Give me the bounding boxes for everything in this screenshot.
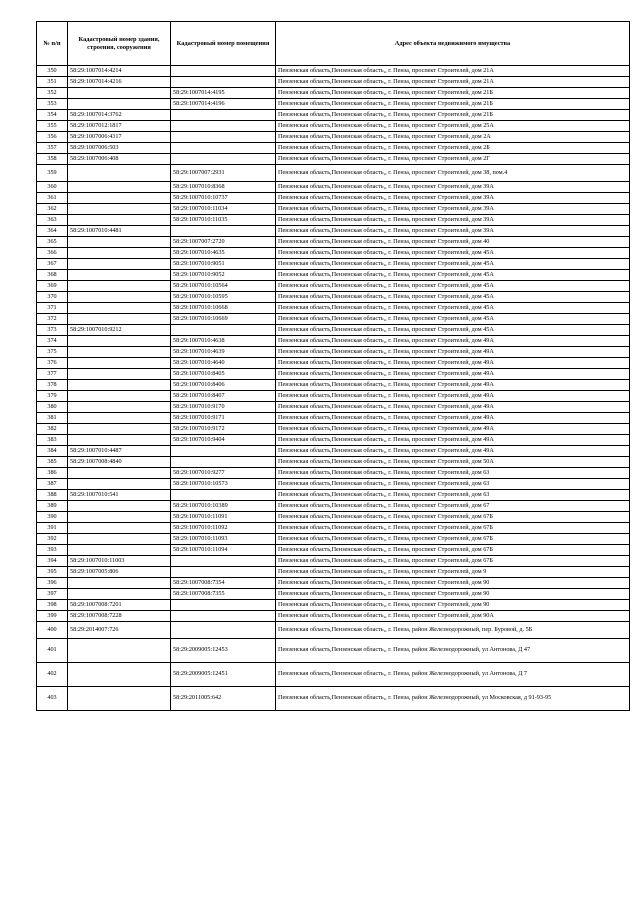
cell-building-cadastral: 58:29:1007010:11003 [68,556,171,567]
table-row [37,468,630,479]
cell-premises-cadastral [171,66,276,77]
table-row [37,99,630,110]
cell-address: Пензенская область,Пензенская область,, г. Пенза, проспект Строителей, дом 63 [276,490,630,501]
cell-number: 403 [37,687,68,711]
table-row [37,303,630,314]
cell-premises-cadastral: 58:29:1007014:4196 [171,99,276,110]
cell-building-cadastral [68,391,171,402]
cell-premises-cadastral: 58:29:1007010:8368 [171,182,276,193]
cell-number: 376 [37,358,68,369]
table-header-row [37,22,630,66]
table-row [37,121,630,132]
cell-address: Пензенская область,Пензенская область,, г. Пенза, проспект Строителей, дом 90 [276,578,630,589]
cell-address: Пензенская область,Пензенская область,, г. Пенза, проспект Строителей, дом 21Б [276,99,630,110]
cell-number: 363 [37,215,68,226]
table-row [37,687,630,711]
cell-premises-cadastral: 58:29:1007010:10564 [171,281,276,292]
cell-number: 361 [37,193,68,204]
table-row [37,369,630,380]
table-row [37,424,630,435]
cell-premises-cadastral: 58:29:2011005:642 [171,687,276,711]
cell-number: 367 [37,259,68,270]
cell-address: Пензенская область,Пензенская область,, г. Пенза, проспект Строителей, дом 49А [276,391,630,402]
table-row [37,165,630,182]
cell-number: 393 [37,545,68,556]
cell-building-cadastral [68,687,171,711]
cell-building-cadastral: 58:29:1007010:541 [68,490,171,501]
cell-number: 385 [37,457,68,468]
header-number: № п/п [37,22,68,66]
header-address: Адрес объекта недвижимого имущества [276,22,630,66]
table-row [37,336,630,347]
cell-address: Пензенская область,Пензенская область,, г. Пенза, проспект Строителей, дом 90А [276,611,630,622]
cell-address: Пензенская область,Пензенская область,, г. Пенза, проспект Строителей, дом 67 [276,501,630,512]
cell-building-cadastral: 58:29:1007008:4840 [68,457,171,468]
cell-address: Пензенская область,Пензенская область,, г. Пенза, проспект Строителей, дом 45А [276,325,630,336]
cell-building-cadastral [68,424,171,435]
table-row [37,347,630,358]
cell-number: 377 [37,369,68,380]
header-premises-cadastral: Кадастровый номер помещения [171,22,276,66]
cell-building-cadastral [68,281,171,292]
cell-premises-cadastral: 58:29:1007010:9277 [171,468,276,479]
cell-premises-cadastral: 58:29:1007008:7355 [171,589,276,600]
table-row [37,446,630,457]
cell-premises-cadastral: 58:29:1007010:10668 [171,303,276,314]
cell-building-cadastral [68,589,171,600]
table-row [37,556,630,567]
cell-premises-cadastral [171,622,276,639]
cell-number: 395 [37,567,68,578]
cell-number: 398 [37,600,68,611]
cell-building-cadastral [68,237,171,248]
table-row [37,490,630,501]
cell-building-cadastral: 58:29:1007014:4214 [68,66,171,77]
cell-number: 364 [37,226,68,237]
cell-premises-cadastral: 58:29:1007010:4638 [171,336,276,347]
cell-number: 400 [37,622,68,639]
cell-number: 381 [37,413,68,424]
table-row [37,435,630,446]
cell-address: Пензенская область,Пензенская область,, г. Пенза, проспект Строителей, дом 2Б [276,143,630,154]
cell-premises-cadastral [171,567,276,578]
table-row [37,281,630,292]
cell-premises-cadastral [171,446,276,457]
cell-number: 350 [37,66,68,77]
cell-premises-cadastral [171,226,276,237]
cell-address: Пензенская область,Пензенская область,, г. Пенза, проспект Строителей, дом 49А [276,347,630,358]
cell-address: Пензенская область,Пензенская область,, г. Пенза, проспект Строителей, дом 67Б [276,523,630,534]
cell-number: 391 [37,523,68,534]
cell-building-cadastral: 58:29:1007008:7228 [68,611,171,622]
cell-building-cadastral: 58:29:1007014:4216 [68,77,171,88]
table-row [37,88,630,99]
cell-address: Пензенская область,Пензенская область,, г. Пенза, проспект Строителей, дом 63 [276,479,630,490]
table-row [37,391,630,402]
cell-address: Пензенская область,Пензенская область,, г. Пенза, район Железнодорожный, ул Московская, д 91-93-95 [276,687,630,711]
cell-address: Пензенская область,Пензенская область,, г. Пенза, проспект Строителей, дом 49А [276,358,630,369]
cell-number: 355 [37,121,68,132]
cell-building-cadastral [68,512,171,523]
cell-number: 384 [37,446,68,457]
table-row [37,501,630,512]
cell-premises-cadastral [171,110,276,121]
table-row [37,534,630,545]
cell-building-cadastral [68,545,171,556]
cell-building-cadastral [68,479,171,490]
cell-number: 370 [37,292,68,303]
cell-premises-cadastral: 58:29:1007010:10573 [171,479,276,490]
cell-premises-cadastral [171,556,276,567]
cell-address: Пензенская область,Пензенская область,, г. Пенза, проспект Строителей, дом 45А [276,248,630,259]
cell-premises-cadastral: 58:29:1007007:2720 [171,237,276,248]
cell-number: 353 [37,99,68,110]
cell-premises-cadastral [171,154,276,165]
cell-building-cadastral [68,336,171,347]
cell-address: Пензенская область,Пензенская область,, г. Пенза, проспект Строителей, дом 49А [276,402,630,413]
cell-premises-cadastral: 58:29:1007010:4635 [171,248,276,259]
cell-number: 356 [37,132,68,143]
cell-premises-cadastral [171,143,276,154]
cell-address: Пензенская область,Пензенская область,, г. Пенза, район Железнодорожный, ул Антонова, Д 7 [276,663,630,687]
cell-building-cadastral: 58:29:1007012:1817 [68,121,171,132]
cell-number: 360 [37,182,68,193]
cell-building-cadastral: 58:29:1007010:4481 [68,226,171,237]
cell-address: Пензенская область,Пензенская область,, г. Пенза, проспект Строителей, дом 39А [276,182,630,193]
cell-building-cadastral: 58:29:1007006:503 [68,143,171,154]
cell-address: Пензенская область,Пензенская область,, г. Пенза, проспект Строителей, дом 67Б [276,545,630,556]
cell-number: 380 [37,402,68,413]
cell-address: Пензенская область,Пензенская область,, г. Пенза, проспект Строителей, дом 40 [276,237,630,248]
cell-building-cadastral [68,88,171,99]
cell-address: Пензенская область,Пензенская область,, г. Пенза, район Железнодорожный, пер. Буровой, д. 5Б [276,622,630,639]
cell-premises-cadastral: 58:29:1007010:11091 [171,512,276,523]
table-row [37,413,630,424]
cell-address: Пензенская область,Пензенская область,, г. Пенза, проспект Строителей, дом 39А [276,204,630,215]
cell-premises-cadastral: 58:29:1007010:10669 [171,314,276,325]
cell-building-cadastral: 58:29:1007014:3762 [68,110,171,121]
cell-premises-cadastral [171,600,276,611]
cell-building-cadastral [68,369,171,380]
cell-premises-cadastral: 58:29:1007010:4640 [171,358,276,369]
cell-number: 399 [37,611,68,622]
cell-address: Пензенская область,Пензенская область,, г. Пенза, проспект Строителей, дом 67Б [276,534,630,545]
table-row [37,600,630,611]
cell-number: 354 [37,110,68,121]
cell-premises-cadastral: 58:29:1007010:11035 [171,215,276,226]
cell-building-cadastral: 58:29:1007010:9212 [68,325,171,336]
cell-building-cadastral: 58:29:1007008:7201 [68,600,171,611]
cell-building-cadastral [68,248,171,259]
table-row [37,226,630,237]
cell-building-cadastral [68,358,171,369]
cell-premises-cadastral [171,325,276,336]
cell-building-cadastral: 58:29:1007005:806 [68,567,171,578]
cell-building-cadastral [68,193,171,204]
table-row [37,622,630,639]
cell-building-cadastral [68,523,171,534]
cell-building-cadastral [68,501,171,512]
cell-premises-cadastral [171,611,276,622]
cell-building-cadastral [68,435,171,446]
cell-building-cadastral [68,578,171,589]
cell-address: Пензенская область,Пензенская область,, г. Пенза, проспект Строителей, дом 90 [276,600,630,611]
cell-address: Пензенская область,Пензенская область,, г. Пенза, проспект Строителей, дом 39А [276,215,630,226]
cell-number: 351 [37,77,68,88]
table-row [37,248,630,259]
cell-number: 387 [37,479,68,490]
cell-premises-cadastral: 58:29:2009005:12453 [171,639,276,663]
cell-premises-cadastral: 58:29:1007010:11092 [171,523,276,534]
cell-building-cadastral [68,165,171,182]
table-row [37,110,630,121]
table-row [37,479,630,490]
cell-number: 389 [37,501,68,512]
cell-address: Пензенская область,Пензенская область,, г. Пенза, проспект Строителей, дом 67Б [276,512,630,523]
cell-number: 366 [37,248,68,259]
cell-premises-cadastral: 58:29:1007010:9051 [171,259,276,270]
cell-address: Пензенская область,Пензенская область,, г. Пенза, проспект Строителей, дом 21А [276,66,630,77]
cell-building-cadastral [68,204,171,215]
cell-premises-cadastral: 58:29:1007010:10389 [171,501,276,512]
cell-building-cadastral [68,468,171,479]
table-row [37,204,630,215]
cell-address: Пензенская область,Пензенская область,, г. Пенза, проспект Строителей, дом 49А [276,413,630,424]
cell-building-cadastral [68,347,171,358]
cell-premises-cadastral: 58:29:1007010:8405 [171,369,276,380]
cell-address: Пензенская область,Пензенская область,, г. Пенза, проспект Строителей, дом 39А [276,226,630,237]
table-row [37,270,630,281]
cell-address: Пензенская область,Пензенская область,, г. Пенза, проспект Строителей, дом 39А [276,193,630,204]
cell-address: Пензенская область,Пензенская область,, г. Пенза, проспект Строителей, дом 25А [276,121,630,132]
table-row [37,358,630,369]
cell-building-cadastral [68,380,171,391]
cell-address: Пензенская область,Пензенская область,, г. Пенза, проспект Строителей, дом 49А [276,435,630,446]
header-building-cadastral: Кадастровый номер здания, строения, сооружения [68,22,171,66]
cell-premises-cadastral: 58:29:1007007:2931 [171,165,276,182]
cell-number: 365 [37,237,68,248]
table-row [37,589,630,600]
table-row [37,66,630,77]
cell-address: Пензенская область,Пензенская область,, г. Пенза, проспект Строителей, дом 90 [276,589,630,600]
cell-address: Пензенская область,Пензенская область,, г. Пенза, проспект Строителей, дом 45А [276,314,630,325]
cell-building-cadastral [68,663,171,687]
cell-premises-cadastral: 58:29:1007010:10737 [171,193,276,204]
cell-number: 378 [37,380,68,391]
cell-number: 372 [37,314,68,325]
property-table [36,21,630,711]
cell-number: 396 [37,578,68,589]
table-row [37,237,630,248]
cell-address: Пензенская область,Пензенская область,, г. Пенза, проспект Строителей, дом 2А [276,132,630,143]
table-row [37,578,630,589]
cell-address: Пензенская область,Пензенская область,, г. Пенза, проспект Строителей, дом 38, пом.4 [276,165,630,182]
cell-number: 402 [37,663,68,687]
cell-premises-cadastral: 58:29:1007010:9052 [171,270,276,281]
cell-address: Пензенская область,Пензенская область,, г. Пенза, проспект Строителей, дом 21Б [276,110,630,121]
cell-premises-cadastral: 58:29:1007008:7354 [171,578,276,589]
cell-premises-cadastral: 58:29:1007010:8406 [171,380,276,391]
cell-building-cadastral: 58:29:2014007:726 [68,622,171,639]
cell-number: 352 [37,88,68,99]
table-row [37,611,630,622]
table-row [37,639,630,663]
cell-number: 368 [37,270,68,281]
cell-address: Пензенская область,Пензенская область,, г. Пенза, проспект Строителей, дом 49А [276,380,630,391]
table-row [37,457,630,468]
cell-number: 357 [37,143,68,154]
cell-building-cadastral [68,534,171,545]
table-body [37,66,630,711]
cell-building-cadastral: 58:29:1007010:4487 [68,446,171,457]
table-row [37,292,630,303]
table-row [37,193,630,204]
cell-premises-cadastral [171,121,276,132]
cell-building-cadastral: 58:29:1007006:4317 [68,132,171,143]
cell-building-cadastral: 58:29:1007006:408 [68,154,171,165]
table-row [37,663,630,687]
cell-address: Пензенская область,Пензенская область,, г. Пенза, проспект Строителей, дом 2Г [276,154,630,165]
cell-building-cadastral [68,270,171,281]
cell-number: 390 [37,512,68,523]
cell-address: Пензенская область,Пензенская область,, г. Пенза, проспект Строителей, дом 49А [276,336,630,347]
cell-premises-cadastral: 58:29:1007010:4639 [171,347,276,358]
table-row [37,512,630,523]
cell-building-cadastral [68,259,171,270]
cell-number: 379 [37,391,68,402]
cell-address: Пензенская область,Пензенская область,, г. Пенза, проспект Строителей, дом 9 [276,567,630,578]
cell-premises-cadastral [171,77,276,88]
cell-premises-cadastral: 58:29:1007010:9172 [171,424,276,435]
cell-address: Пензенская область,Пензенская область,, г. Пенза, проспект Строителей, дом 45А [276,259,630,270]
cell-address: Пензенская область,Пензенская область,, г. Пенза, проспект Строителей, дом 45А [276,281,630,292]
table-row [37,402,630,413]
cell-address: Пензенская область,Пензенская область,, г. Пенза, проспект Строителей, дом 49А [276,446,630,457]
cell-premises-cadastral: 58:29:1007010:11093 [171,534,276,545]
cell-premises-cadastral: 58:29:1007010:8407 [171,391,276,402]
cell-number: 383 [37,435,68,446]
cell-building-cadastral [68,99,171,110]
cell-number: 375 [37,347,68,358]
cell-address: Пензенская область,Пензенская область,, г. Пенза, проспект Строителей, дом 45А [276,292,630,303]
table-row [37,567,630,578]
cell-premises-cadastral: 58:29:1007010:9170 [171,402,276,413]
cell-number: 359 [37,165,68,182]
cell-building-cadastral [68,314,171,325]
cell-address: Пензенская область,Пензенская область,, г. Пенза, проспект Строителей, дом 49А [276,369,630,380]
cell-premises-cadastral: 58:29:1007010:11034 [171,204,276,215]
table-row [37,77,630,88]
cell-address: Пензенская область,Пензенская область,, г. Пенза, проспект Строителей, дом 67Б [276,556,630,567]
table-row [37,523,630,534]
cell-premises-cadastral [171,132,276,143]
cell-number: 382 [37,424,68,435]
cell-number: 392 [37,534,68,545]
table-row [37,215,630,226]
table-row [37,380,630,391]
cell-address: Пензенская область,Пензенская область,, г. Пенза, проспект Строителей, дом 21А [276,77,630,88]
table-row [37,314,630,325]
cell-building-cadastral [68,402,171,413]
cell-address: Пензенская область,Пензенская область,, г. Пенза, район Железнодорожный, ул Антонова, Д 47 [276,639,630,663]
cell-building-cadastral [68,413,171,424]
table-row [37,182,630,193]
cell-number: 386 [37,468,68,479]
cell-number: 362 [37,204,68,215]
cell-number: 373 [37,325,68,336]
cell-number: 394 [37,556,68,567]
cell-premises-cadastral [171,490,276,501]
cell-number: 374 [37,336,68,347]
cell-building-cadastral [68,639,171,663]
cell-address: Пензенская область,Пензенская область,, г. Пенза, проспект Строителей, дом 50А [276,457,630,468]
table-row [37,143,630,154]
cell-premises-cadastral: 58:29:1007010:10595 [171,292,276,303]
cell-building-cadastral [68,292,171,303]
table-row [37,545,630,556]
cell-number: 388 [37,490,68,501]
cell-premises-cadastral [171,457,276,468]
cell-number: 401 [37,639,68,663]
cell-number: 358 [37,154,68,165]
cell-premises-cadastral: 58:29:2009005:12451 [171,663,276,687]
cell-number: 371 [37,303,68,314]
cell-premises-cadastral: 58:29:1007010:9404 [171,435,276,446]
table-row [37,259,630,270]
cell-address: Пензенская область,Пензенская область,, г. Пенза, проспект Строителей, дом 21Б [276,88,630,99]
cell-building-cadastral [68,182,171,193]
cell-address: Пензенская область,Пензенская область,, г. Пенза, проспект Строителей, дом 63 [276,468,630,479]
cell-address: Пензенская область,Пензенская область,, г. Пенза, проспект Строителей, дом 45А [276,270,630,281]
cell-building-cadastral [68,215,171,226]
cell-premises-cadastral: 58:29:1007010:9171 [171,413,276,424]
cell-building-cadastral [68,303,171,314]
cell-address: Пензенская область,Пензенская область,, г. Пенза, проспект Строителей, дом 49А [276,424,630,435]
table-row [37,325,630,336]
register-sheet [36,21,629,711]
cell-number: 369 [37,281,68,292]
cell-address: Пензенская область,Пензенская область,, г. Пенза, проспект Строителей, дом 45А [276,303,630,314]
cell-premises-cadastral: 58:29:1007010:11094 [171,545,276,556]
table-row [37,132,630,143]
table-row [37,154,630,165]
cell-number: 397 [37,589,68,600]
cell-premises-cadastral: 58:29:1007014:4195 [171,88,276,99]
